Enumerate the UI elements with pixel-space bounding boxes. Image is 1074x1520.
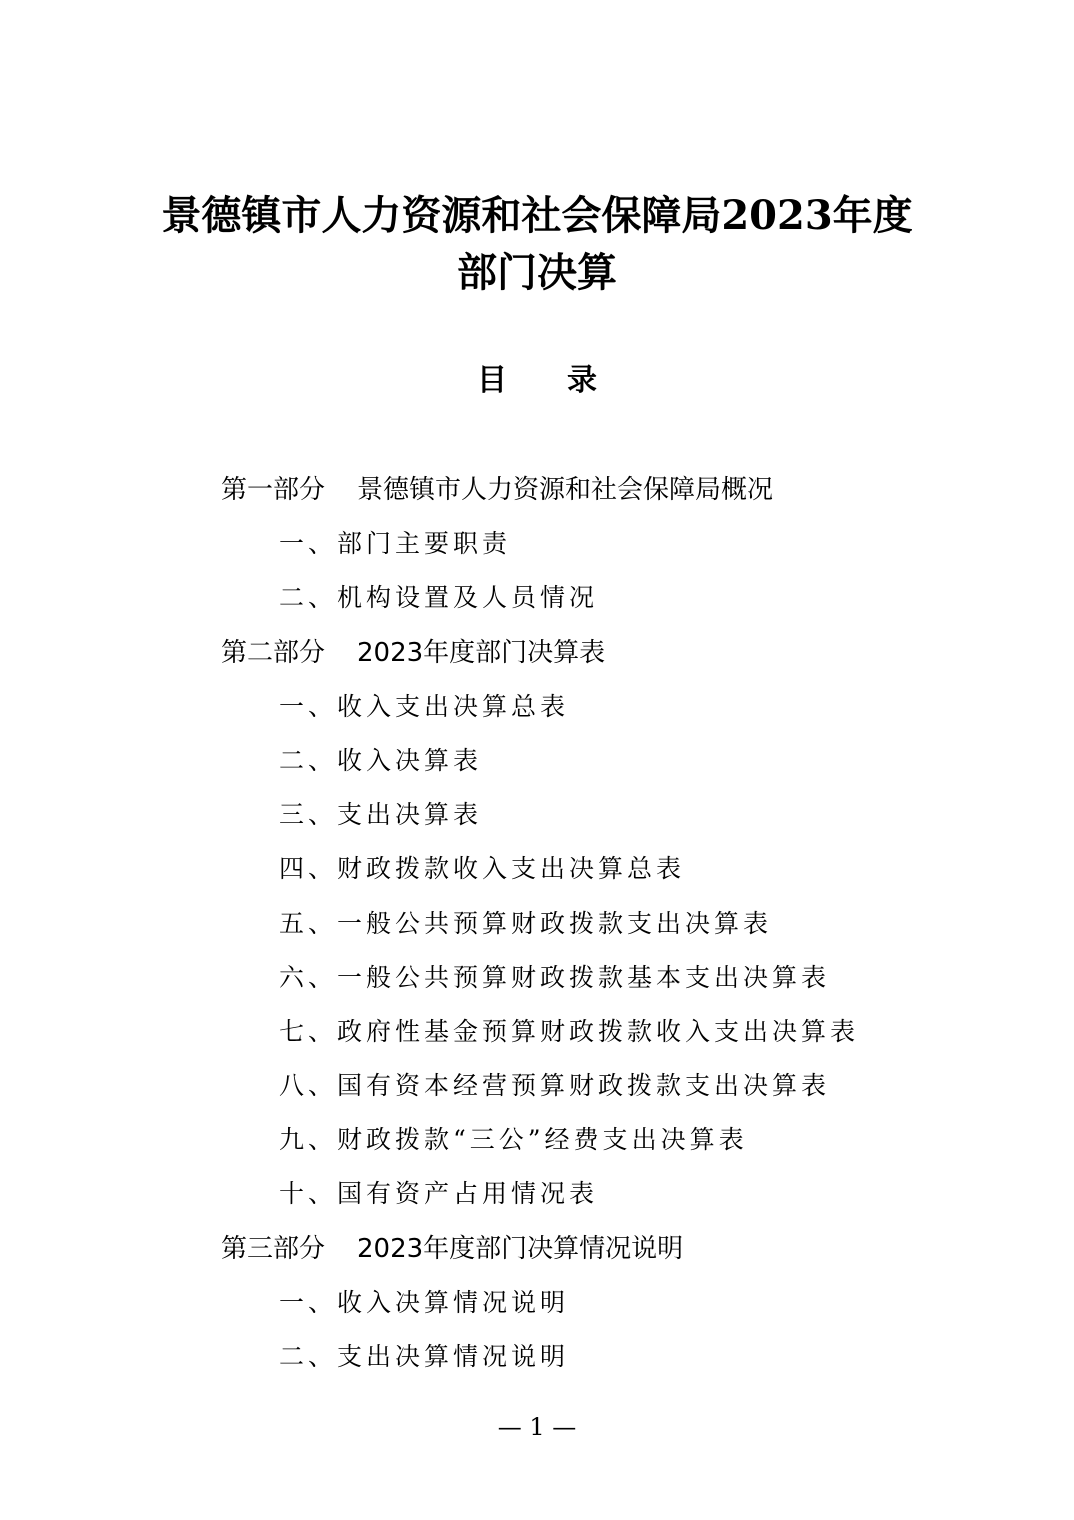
toc-heading: [0, 363, 1074, 398]
toc-part-title: 景德镇市人力资源和社会保障局概况: [357, 475, 774, 505]
toc-entry: 八、国有资本经营预算财政拨款支出决算表: [279, 1071, 831, 1101]
toc-part-1: [0, 470, 1074, 524]
toc-heading-right: 录: [567, 363, 597, 398]
toc-part-label: 第一部分: [221, 475, 326, 505]
toc-entry: 十、国有资产占用情况表: [279, 1179, 599, 1209]
toc-entry: 九、财政拨款“三公”经费支出决算表: [279, 1125, 748, 1155]
toc-entry: 二、机构设置及人员情况: [279, 583, 599, 613]
toc-part-3: [0, 1229, 1074, 1283]
toc-entry: 五、一般公共预算财政拨款支出决算表: [279, 908, 773, 938]
toc-part-title: 2023年度部门决算表: [357, 637, 606, 668]
toc-entry: 六、一般公共预算财政拨款基本支出决算表: [279, 962, 831, 992]
toc-entry: 一、部门主要职责: [279, 529, 512, 559]
toc-part-label: 第二部分: [221, 637, 326, 668]
toc-part-title: 2023年度部门决算情况说明: [357, 1233, 684, 1264]
document-title-line-2: 部门决算: [457, 249, 617, 296]
toc-entry: 二、收入决算表: [279, 745, 483, 775]
toc-entry: 二、支出决算情况说明: [279, 1342, 570, 1371]
toc-entry: 四、财政拨款收入支出决算总表: [279, 854, 686, 884]
toc-heading-left: 目: [477, 363, 507, 398]
toc-entry: 一、收入支出决算总表: [279, 691, 570, 721]
toc-part-2: [0, 633, 1074, 687]
document-title-line-1: 景德镇市人力资源和社会保障局2023年度: [161, 192, 913, 239]
toc-entry: 三、支出决算表: [279, 800, 483, 830]
table-of-contents: [0, 470, 1074, 1391]
toc-entry: 七、政府性基金预算财政拨款收入支出决算表: [279, 1016, 860, 1046]
toc-part-label: 第三部分: [221, 1233, 326, 1264]
page-number: — 1 —: [497, 1413, 577, 1441]
toc-entry: 一、收入决算情况说明: [279, 1287, 570, 1317]
